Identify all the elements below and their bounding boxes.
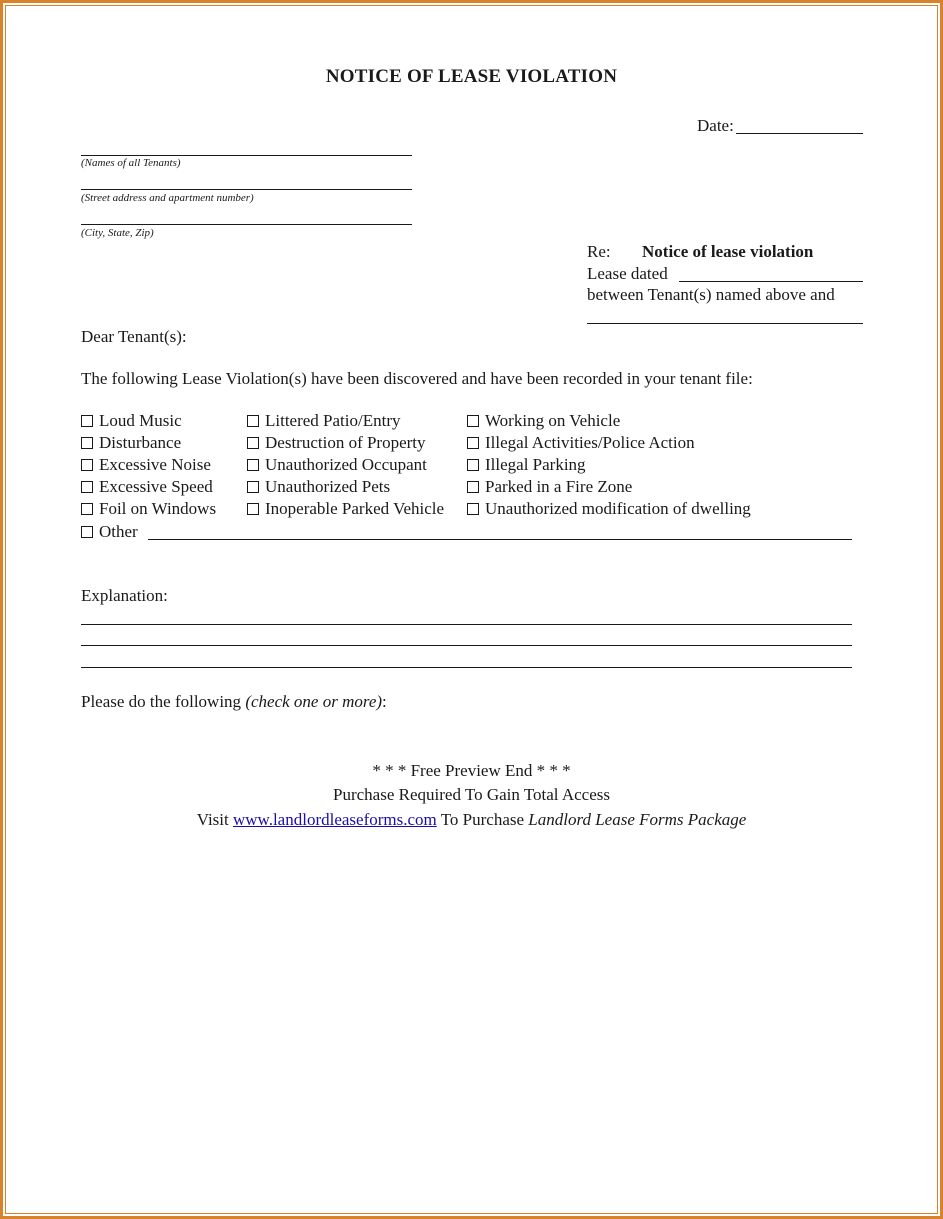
checkbox-label: Littered Patio/Entry (265, 411, 401, 430)
checkbox-label: Loud Music (99, 411, 182, 430)
checkbox-label: Excessive Speed (99, 477, 213, 496)
checkbox-label: Foil on Windows (99, 499, 217, 518)
checkbox-icon[interactable] (81, 437, 93, 449)
checkbox-icon[interactable] (467, 503, 479, 515)
street-address-label: (Street address and apartment number) (81, 192, 254, 204)
checkbox-unauthorized-occupant[interactable] (247, 455, 427, 475)
checkbox-label: Destruction of Property (265, 433, 426, 452)
please-do-suffix: : (382, 692, 387, 711)
checkbox-inoperable-vehicle[interactable] (247, 499, 444, 519)
date-line[interactable] (736, 133, 863, 134)
please-do-prefix: Please do the following (81, 692, 246, 711)
re-label: Re: (587, 242, 611, 261)
checkbox-icon[interactable] (81, 459, 93, 471)
visit-line (0, 810, 943, 830)
checkbox-unauthorized-modification[interactable] (467, 499, 751, 519)
checkbox-icon[interactable] (467, 415, 479, 427)
document-title: NOTICE OF LEASE VIOLATION (325, 66, 618, 87)
city-state-zip-label: (City, State, Zip) (81, 227, 154, 239)
checkbox-working-on-vehicle[interactable] (467, 411, 620, 431)
lease-dated-line[interactable] (679, 281, 863, 282)
checkbox-icon[interactable] (247, 503, 259, 515)
checkbox-label: Other (99, 522, 138, 541)
landlord-name-line[interactable] (587, 323, 863, 324)
city-state-zip-line[interactable] (81, 224, 412, 225)
checkbox-icon[interactable] (81, 526, 93, 538)
checkbox-icon[interactable] (247, 459, 259, 471)
checkbox-label: Disturbance (99, 433, 182, 452)
page-inner-border (5, 5, 938, 1214)
checkbox-littered-patio[interactable] (247, 411, 401, 431)
checkbox-illegal-parking[interactable] (467, 455, 586, 475)
tenant-names-line[interactable] (81, 155, 412, 156)
checkbox-disturbance[interactable] (81, 433, 181, 453)
checkbox-icon[interactable] (247, 437, 259, 449)
checkbox-label: Excessive Noise (99, 455, 211, 474)
date-label: Date: (697, 116, 734, 135)
checkbox-icon[interactable] (81, 415, 93, 427)
other-line[interactable] (148, 539, 852, 540)
checkbox-label: Inoperable Parked Vehicle (265, 499, 445, 518)
checkbox-loud-music[interactable] (81, 411, 182, 431)
checkbox-icon[interactable] (467, 437, 479, 449)
checkbox-destruction-of-property[interactable] (247, 433, 426, 453)
checkbox-foil-on-windows[interactable] (81, 499, 216, 519)
re-subject: Notice of lease violation (642, 242, 814, 261)
checkbox-label: Illegal Activities/Police Action (485, 433, 695, 452)
explanation-label: Explanation: (81, 586, 168, 605)
website-link[interactable]: www.landlordleaseforms.com (232, 810, 437, 829)
visit-middle: To Purchase (436, 810, 529, 829)
explanation-line[interactable] (81, 645, 852, 646)
salutation: Dear Tenant(s): (81, 327, 187, 346)
preview-end-text: * * * Free Preview End * * * (372, 761, 571, 780)
checkbox-icon[interactable] (81, 481, 93, 493)
checkbox-excessive-noise[interactable] (81, 455, 211, 475)
checkbox-label: Unauthorized Pets (265, 477, 391, 496)
checkbox-label: Parked in a Fire Zone (485, 477, 633, 496)
checkbox-label: Unauthorized Occupant (265, 455, 427, 474)
purchase-required-text: Purchase Required To Gain Total Access (333, 785, 610, 804)
visit-prefix: Visit (196, 810, 233, 829)
checkbox-icon[interactable] (467, 459, 479, 471)
street-address-line[interactable] (81, 189, 412, 190)
package-name: Landlord Lease Forms Package (528, 810, 747, 829)
checkbox-icon[interactable] (81, 503, 93, 515)
checkbox-other[interactable] (81, 522, 138, 542)
checkbox-icon[interactable] (247, 481, 259, 493)
please-do-italic: (check one or more) (245, 692, 383, 711)
checkbox-label: Illegal Parking (485, 455, 586, 474)
checkbox-fire-zone[interactable] (467, 477, 632, 497)
checkbox-icon[interactable] (247, 415, 259, 427)
checkbox-excessive-speed[interactable] (81, 477, 213, 497)
checkbox-unauthorized-pets[interactable] (247, 477, 390, 497)
checkbox-icon[interactable] (467, 481, 479, 493)
checkbox-label: Working on Vehicle (485, 411, 621, 430)
explanation-line[interactable] (81, 667, 852, 668)
please-do-text (81, 692, 387, 712)
between-text: between Tenant(s) named above and (587, 285, 835, 304)
checkbox-label: Unauthorized modification of dwelling (485, 499, 751, 518)
lease-dated-label: Lease dated (587, 264, 668, 283)
intro-text: The following Lease Violation(s) have been discovered and have been recorded in your tenant file: (81, 369, 753, 388)
explanation-line[interactable] (81, 624, 852, 625)
tenant-names-label: (Names of all Tenants) (81, 157, 181, 169)
checkbox-illegal-activities[interactable] (467, 433, 695, 453)
